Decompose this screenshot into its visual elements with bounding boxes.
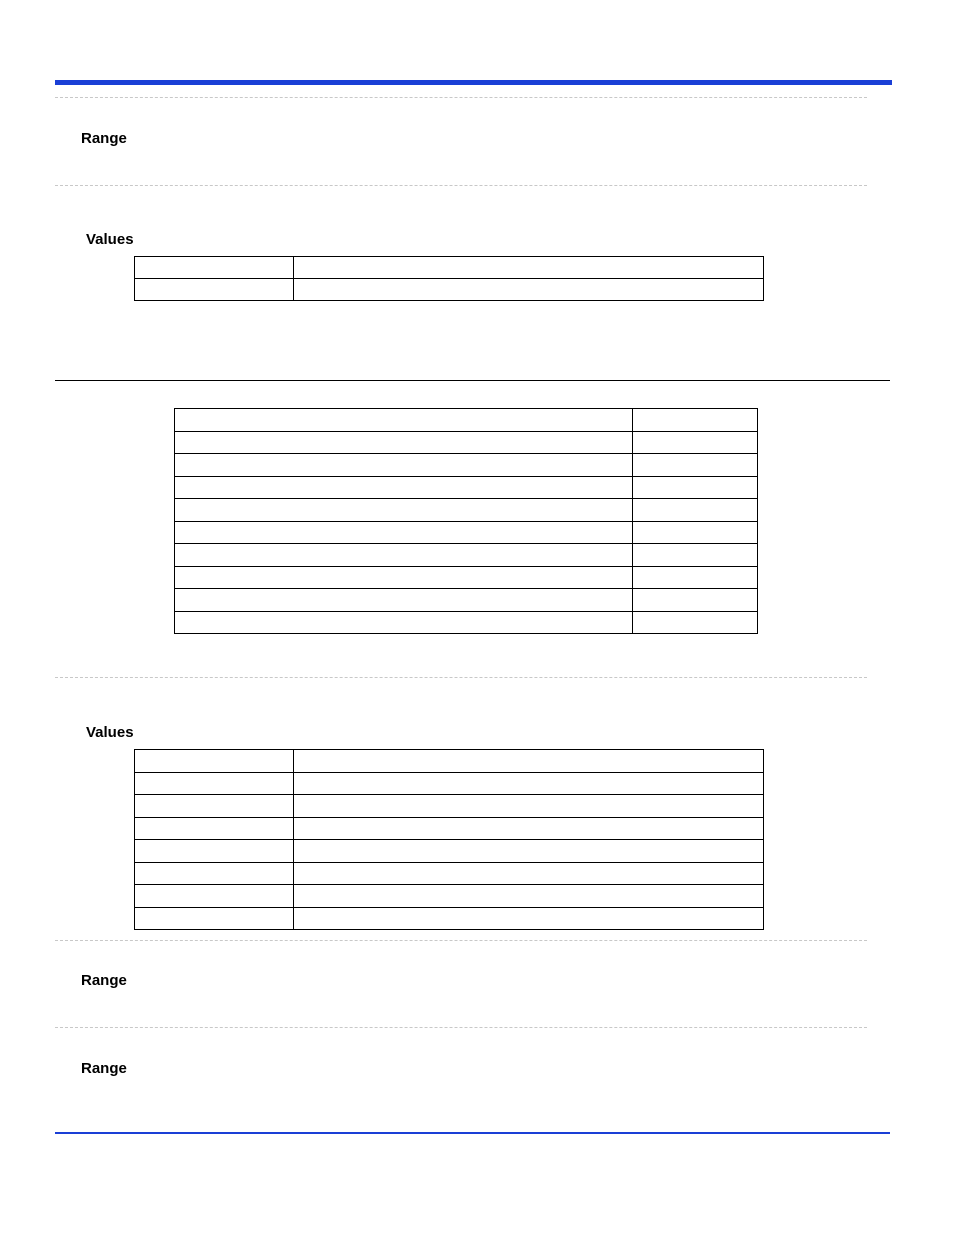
table-row <box>135 862 764 885</box>
table-row <box>175 544 758 567</box>
table-row <box>175 611 758 634</box>
table-row <box>175 589 758 612</box>
range-label: Range <box>81 130 127 147</box>
table-cell <box>135 750 294 773</box>
table-row <box>135 257 764 279</box>
range-label: Range <box>81 972 127 989</box>
table-cell <box>294 772 764 795</box>
table-row <box>135 772 764 795</box>
table-row <box>175 521 758 544</box>
table-cell <box>294 840 764 863</box>
table-cell <box>175 521 633 544</box>
table-cell <box>633 476 758 499</box>
table-cell <box>135 795 294 818</box>
table-cell <box>294 279 764 301</box>
table-cell <box>175 409 633 432</box>
values-label: Values <box>86 231 134 248</box>
section-divider <box>55 1027 867 1028</box>
table-cell <box>294 795 764 818</box>
table-cell <box>135 772 294 795</box>
section-divider <box>55 940 867 941</box>
table-cell <box>175 611 633 634</box>
table-row <box>175 566 758 589</box>
table-row <box>175 476 758 499</box>
table-cell <box>135 279 294 301</box>
table-cell <box>633 521 758 544</box>
table-cell <box>135 907 294 930</box>
table-cell <box>633 499 758 522</box>
range-label: Range <box>81 1060 127 1077</box>
table-cell <box>633 611 758 634</box>
table-cell <box>633 431 758 454</box>
table-cell <box>175 499 633 522</box>
table-row <box>135 885 764 908</box>
table-row <box>175 499 758 522</box>
table-cell <box>175 454 633 477</box>
header-rule <box>55 80 892 85</box>
properties-table <box>174 408 758 634</box>
table-cell <box>135 840 294 863</box>
table-cell <box>135 257 294 279</box>
values-table <box>134 256 764 301</box>
section-divider <box>55 185 867 186</box>
table-cell <box>175 544 633 567</box>
table-cell <box>135 885 294 908</box>
table-row <box>175 431 758 454</box>
table-row <box>175 409 758 432</box>
table-cell <box>294 862 764 885</box>
table-cell <box>294 817 764 840</box>
table-cell <box>135 817 294 840</box>
section-divider <box>55 677 867 678</box>
table-cell <box>633 589 758 612</box>
table-cell <box>294 257 764 279</box>
table-row <box>135 750 764 773</box>
table-cell <box>294 885 764 908</box>
table-cell <box>175 589 633 612</box>
section-divider <box>55 97 867 98</box>
table-cell <box>175 476 633 499</box>
table-cell <box>633 454 758 477</box>
values-label: Values <box>86 724 134 741</box>
values-table <box>134 749 764 930</box>
footer-rule <box>55 1132 890 1134</box>
table-cell <box>633 544 758 567</box>
table-row <box>135 279 764 301</box>
table-cell <box>175 566 633 589</box>
table-row <box>135 840 764 863</box>
table-cell <box>294 750 764 773</box>
table-cell <box>633 566 758 589</box>
table-cell <box>135 862 294 885</box>
table-cell <box>175 431 633 454</box>
table-cell <box>294 907 764 930</box>
table-row <box>135 795 764 818</box>
table-row <box>175 454 758 477</box>
table-cell <box>633 409 758 432</box>
table-row <box>135 907 764 930</box>
section-rule <box>55 380 890 381</box>
table-row <box>135 817 764 840</box>
